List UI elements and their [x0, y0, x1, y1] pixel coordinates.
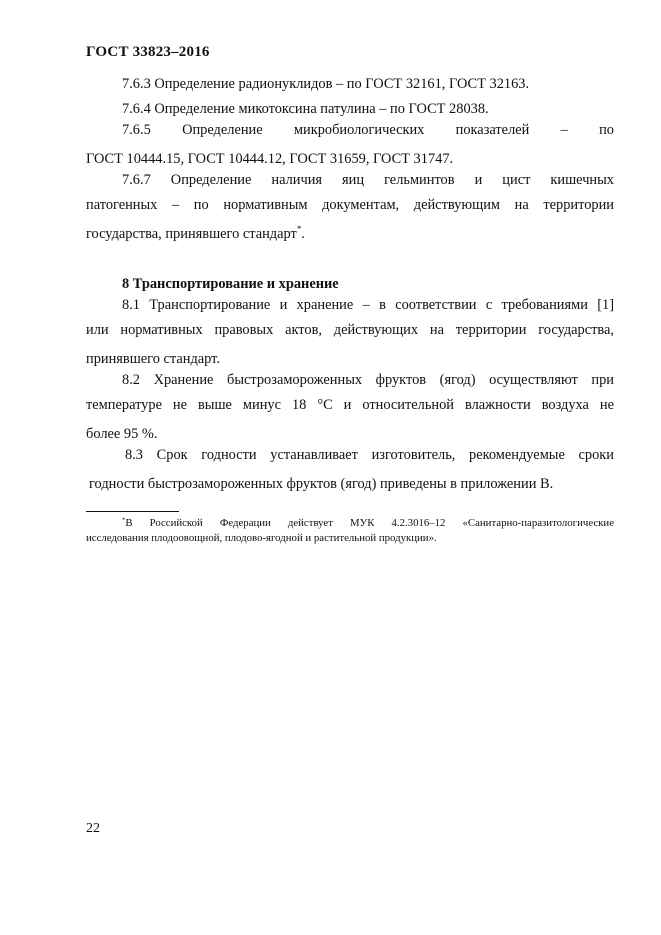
footnote: [86, 516, 614, 546]
paragraph-7-6-7-text: государства, принявшего стандарт: [86, 226, 297, 242]
section-8-heading: 8 Транспортирование и хранение: [122, 276, 339, 292]
paragraph-8-2-line-2: температуре не выше минус 18 °С и относительной влажности воздуха не: [86, 397, 614, 413]
paragraph-7-6-7-line-1: 7.6.7 Определение наличия яиц гельминтов и цист кишечных: [122, 172, 614, 188]
paragraph-8-3-line-2: годности быстрозамороженных фруктов (ягод) приведены в приложении В.: [89, 476, 554, 492]
section-8-body: [86, 297, 614, 497]
footnote-separator: [86, 511, 179, 512]
paragraph-8-1-line-2: или нормативных правовых актов, действующих на территории государства,: [86, 322, 614, 338]
paragraph-7-6-7-line-3: [86, 222, 614, 247]
paragraph-7-6-4: 7.6.4 Определение микотоксина патулина – по ГОСТ 28038.: [122, 101, 489, 117]
paragraph-8-1-line-1: 8.1 Транспортирование и хранение – в соответствии с требованиями [1]: [122, 297, 614, 313]
paragraph-8-3-line-1: 8.3 Срок годности устанавливает изготовитель, рекомендуемые сроки: [125, 447, 614, 463]
footnote-line-2: исследования плодоовощной, плодово-ягодной и растительной продукции».: [86, 532, 437, 544]
paragraph-7-6-5-line-2: ГОСТ 10444.15, ГОСТ 10444.12, ГОСТ 31659, ГОСТ 31747.: [86, 151, 454, 167]
page-number: 22: [86, 821, 100, 836]
section-7-6-items: [86, 72, 614, 247]
document-header: ГОСТ 33823–2016: [86, 44, 210, 60]
paragraph-8-2-line-3: более 95 %.: [86, 426, 158, 442]
paragraph-7-6-3: 7.6.3 Определение радионуклидов – по ГОСТ 32161, ГОСТ 32163.: [122, 76, 530, 92]
paragraph-8-1-line-3: принявшего стандарт.: [86, 351, 220, 367]
footnote-line-1-text: В Российской Федерации действует МУК 4.2.3016–12 «Санитарно-паразитологические: [125, 517, 614, 529]
paragraph-8-2-line-1: 8.2 Хранение быстрозамороженных фруктов (ягод) осуществляют при: [122, 372, 614, 388]
footnote-reference-mark: *: [296, 224, 302, 235]
paragraph-7-6-7-period: .: [301, 226, 305, 242]
footnote-mark: *: [122, 516, 126, 524]
paragraph-7-6-7-line-2: патогенных – по нормативным документам, действующим на территории: [86, 197, 614, 213]
footnote-line-1: [86, 516, 614, 531]
paragraph-7-6-5-line-1: 7.6.5 Определение микробиологических показателей – по: [122, 122, 614, 138]
